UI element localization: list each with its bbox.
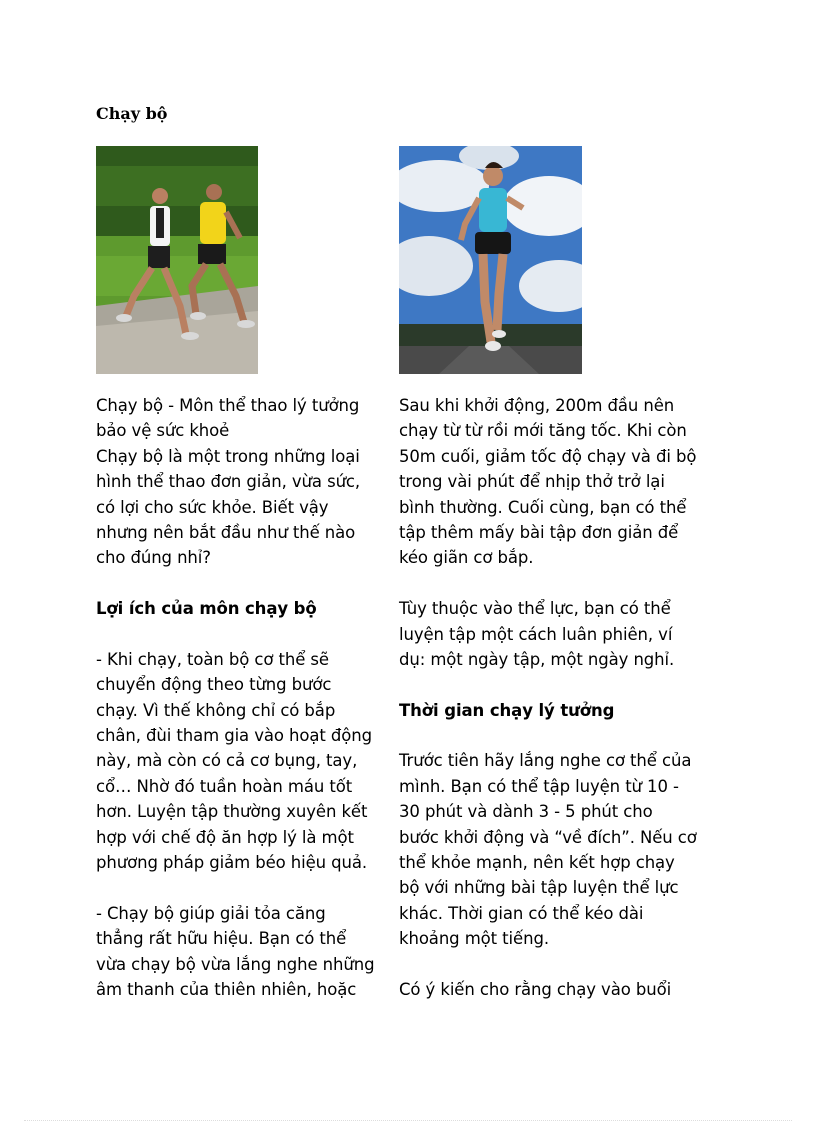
text-line: phương pháp giảm béo hiệu quả. [96, 853, 368, 873]
text-line: này, mà còn có cả cơ bụng, tay, [96, 751, 358, 771]
paragraph-spacer [399, 672, 721, 697]
left-column [96, 393, 396, 1002]
text-line: bộ với những bài tập luyện thể lực [399, 878, 679, 898]
text-line: mình. Bạn có thể tập luyện từ 10 - [399, 776, 679, 796]
text-line: 50m cuối, giảm tốc độ chạy và đi bộ [399, 446, 697, 466]
text-line: 30 phút và dành 3 - 5 phút cho [399, 802, 653, 822]
text-line: dụ: một ngày tập, một ngày nghỉ. [399, 649, 675, 669]
text-line: vừa chạy bộ vừa lắng nghe những [96, 954, 375, 974]
text-line: Chạy bộ là một trong những loại [96, 446, 360, 466]
text-line: khác. Thời gian có thể kéo dài [399, 903, 644, 923]
paragraph-spacer [96, 571, 396, 596]
text-line: trong vài phút để nhịp thở trở lại [399, 472, 665, 492]
text-line: tập thêm mấy bài tập đơn giản để [399, 522, 679, 542]
text-line: chân, đùi tham gia vào hoạt động [96, 726, 373, 746]
paragraph-spacer [399, 723, 721, 748]
text-line: bước khởi động và “về đích”. Nếu cơ [399, 827, 697, 847]
text-line: cổ… Nhờ đó tuần hoàn máu tốt [96, 776, 353, 796]
text-line: chạy từ từ rồi mới tăng tốc. Khi còn [399, 421, 687, 441]
text-line: kéo giãn cơ bắp. [399, 548, 534, 568]
paragraph-spacer [96, 875, 396, 900]
text-line: thẳng rất hữu hiệu. Bạn có thể [96, 929, 347, 949]
text-line: cho đúng nhỉ? [96, 548, 211, 568]
ideal-time-heading: Thời gian chạy lý tưởng [399, 700, 615, 720]
text-line: hợp với chế độ ăn hợp lý là một [96, 827, 354, 847]
text-line: Trước tiên hãy lắng nghe cơ thể của [399, 751, 692, 771]
text-line: Chạy bộ - Môn thể thao lý tưởng [96, 396, 360, 415]
text-line: nhưng nên bắt đầu như thế nào [96, 522, 356, 542]
text-line: Tùy thuộc vào thể lực, bạn có thể [399, 599, 671, 619]
woman-running-photo [399, 146, 582, 374]
paragraph-spacer [399, 952, 721, 977]
text-line: luyện tập một cách luân phiên, ví [399, 624, 673, 644]
text-line: - Chạy bộ giúp giải tỏa căng [96, 903, 326, 923]
text-line: Sau khi khởi động, 200m đầu nên [399, 396, 675, 415]
text-line: bình thường. Cuối cùng, bạn có thể [399, 497, 687, 517]
text-line: hình thể thao đơn giản, vừa sức, [96, 472, 361, 492]
text-line: khoảng một tiếng. [399, 929, 549, 949]
page-bottom-divider [24, 1120, 792, 1121]
text-line: Có ý kiến cho rằng chạy vào buổi [399, 979, 672, 999]
benefits-heading: Lợi ích của môn chạy bộ [96, 599, 317, 619]
two-men-running-photo [96, 146, 258, 374]
paragraph-spacer [96, 622, 396, 647]
text-line: có lợi cho sức khỏe. Biết vậy [96, 497, 329, 517]
text-line: âm thanh của thiên nhiên, hoặc [96, 979, 357, 999]
page-title: Chạy bộ [96, 104, 168, 123]
text-line: chuyển động theo từng bước [96, 675, 332, 695]
text-line: - Khi chạy, toàn bộ cơ thể sẽ [96, 649, 329, 669]
text-line: chạy. Vì thế không chỉ có bắp [96, 700, 336, 720]
text-line: bảo vệ sức khoẻ [96, 421, 230, 441]
paragraph-spacer [399, 571, 721, 596]
right-column [399, 393, 721, 1002]
text-line: thể khỏe mạnh, nên kết hợp chạy [399, 853, 675, 873]
text-line: hơn. Luyện tập thường xuyên kết [96, 802, 368, 822]
